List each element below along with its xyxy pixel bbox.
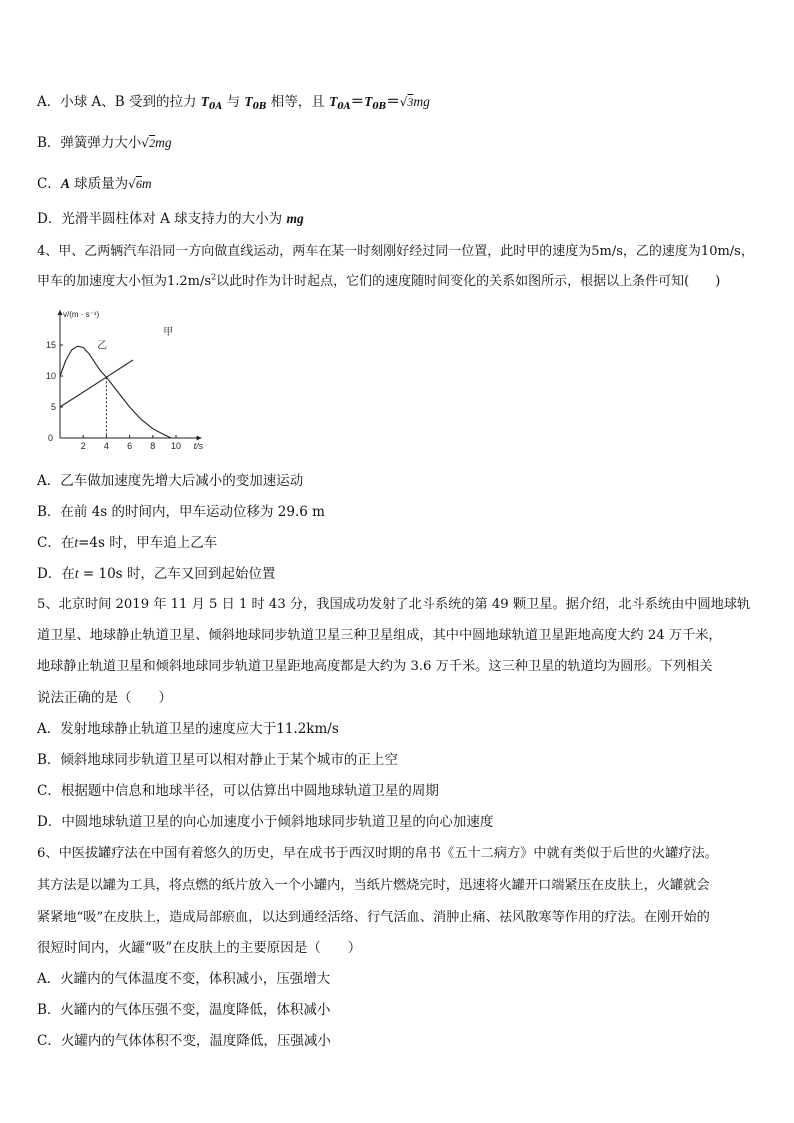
q4-option-c	[37, 531, 217, 551]
radicand: 6	[135, 177, 142, 191]
series-label-jia: 甲	[163, 327, 174, 339]
t-symbol: t	[74, 535, 79, 550]
velocity-time-chart	[44, 306, 224, 451]
q5-option-b: B．倾斜地球同步轨道卫星可以相对静止于某个城市的正上空	[37, 752, 398, 768]
y-tick-label: 5	[50, 402, 56, 412]
sqrt-icon: √	[399, 95, 408, 109]
q6-stem-line-3: 紧紧地“吸”在皮肤上，造成局部瘀血，以达到通经活络、行气活血、消肿止痛、祛风散寒等作用的疗法。在刚开始的	[37, 910, 710, 925]
q5-option-d: D．中圆地球轨道卫星的向心加速度小于倾斜地球同步轨道卫星的向心加速度	[37, 814, 494, 830]
q4-stem-text-post: 以此时作为计时起点，它们的速度随时间变化的关系如图所示，根据以上条件可知( )	[216, 274, 721, 289]
m-symbol: m	[141, 176, 152, 191]
tension-sub-0b: 0B	[252, 102, 267, 112]
x-tick-label: 4	[103, 441, 109, 451]
q3-option-b-text: B．弹簧弹力大小	[37, 135, 142, 151]
q3-option-d-text: D．光滑半圆柱体对 A 球支持力的大小为	[37, 211, 287, 227]
ball-a-symbol: A	[60, 176, 70, 191]
x-tick-label: 8	[150, 441, 156, 451]
y-tick-label: 10	[45, 371, 56, 381]
q4-stem-line-2	[37, 270, 720, 289]
series-line-jia	[60, 360, 133, 407]
q3-option-a-text: A．小球 A、B 受到的拉力	[37, 94, 201, 110]
q4-option-a: A．乙车做加速度先增大后减小的变加速运动	[37, 473, 304, 489]
q5-option-a: A．发射地球静止轨道卫星的速度应大于11.2km/s	[37, 721, 339, 737]
tension-sub-0a: 0A	[209, 102, 223, 112]
origin-label: 0	[48, 433, 54, 443]
q3-option-c	[37, 172, 152, 192]
q4-option-c-post: =4s 时，甲车追上乙车	[78, 535, 218, 551]
q6-stem-line-4: 很短时间内，火罐“吸”在皮肤上的主要原因是（ ）	[37, 940, 362, 956]
mg-symbol: mg	[413, 94, 430, 109]
tension-symbol: T	[200, 94, 210, 109]
tension-sub-0b: 0B	[372, 102, 387, 112]
q5-stem-line-2: 道卫星、地球静止轨道卫星、倾斜地球同步轨道卫星三种卫星组成，其中中圆地球轨道卫星距地高度大约 24 万千米，	[37, 628, 722, 643]
q4-stem-text: 甲车的加速度大小恒为1.2m/s	[37, 274, 212, 289]
q3-option-c-mid: 球质量为	[69, 176, 129, 192]
mg-symbol: mg	[155, 135, 172, 150]
q4-stem-line-1: 4、甲、乙两辆汽车沿同一方向做直线运动，两车在某一时刻刚好经过同一位置，此时甲的速度为5m/s，乙的速度为10m/s，	[37, 244, 754, 259]
tension-symbol: T	[329, 94, 338, 109]
q4-option-d-pre: D．在	[37, 566, 75, 582]
y-axis-label: v/(m · s⁻¹)	[63, 310, 100, 319]
q6-option-a: A．火罐内的气体温度不变，体积减小，压强增大	[37, 971, 331, 987]
q6-option-b: B．火罐内的气体压强不变，温度降低，体积减小	[37, 1002, 331, 1018]
y-axis-arrow-icon	[58, 310, 63, 315]
q3-option-a-mid: 与	[222, 94, 245, 110]
q4-option-d	[37, 562, 275, 582]
q3-option-b	[37, 131, 172, 151]
q5-stem-line-1: 5、北京时间 2019 年 11 月 5 日 1 时 43 分，我国成功发射了北斗系统的第 49 颗卫星。据介绍，北斗系统由中圆地球轨	[37, 597, 751, 612]
q4-option-d-post: = 10s 时，乙车又回到起始位置	[78, 566, 276, 582]
x-axis-arrow-icon	[197, 436, 202, 441]
q5-stem-line-4: 说法正确的是（ ）	[37, 690, 172, 706]
x-tick-label: 10	[170, 441, 182, 451]
series-line-yi	[60, 346, 171, 438]
mg-symbol: mg	[286, 211, 304, 226]
tension-symbol: T	[244, 94, 253, 109]
superscript: 2	[211, 272, 217, 282]
equals-sign: ＝	[386, 94, 400, 110]
tension-sub-0a: 0A	[337, 102, 351, 112]
q6-stem-line-1: 6、中医拔罐疗法在中国有着悠久的历史，早在成书于西汉时期的帛书《五十二病方》中就有类似于后世的火罐疗法。	[37, 846, 718, 861]
radicand: 3	[407, 95, 414, 109]
q3-option-a	[37, 90, 430, 112]
radicand: 2	[149, 136, 156, 150]
series-label-yi: 乙	[97, 340, 108, 352]
q5-stem-line-3: 地球静止轨道卫星和倾斜地球同步轨道卫星距地高度都是大约为 3.6 万千米。这三种卫星的轨道均为圆形。下列相关	[37, 659, 713, 674]
x-tick-label: 6	[127, 441, 133, 451]
q6-option-c: C．火罐内的气体体积不变，温度降低，压强减小	[37, 1033, 331, 1049]
equals-sign: ＝	[350, 94, 365, 110]
tension-symbol: T	[364, 94, 373, 109]
q3-option-d	[37, 207, 304, 227]
t-symbol: t	[74, 566, 79, 581]
x-tick-label: 2	[80, 441, 86, 451]
q6-stem-line-2: 其方法是以罐为工具，将点燃的纸片放入一个小罐内，当纸片燃烧完时，迅速将火罐开口端紧压在皮肤上，火罐就会	[37, 878, 710, 893]
x-axis-label: t/s	[193, 441, 204, 451]
q5-option-c: C．根据题中信息和地球半径，可以估算出中圆地球轨道卫星的周期	[37, 783, 439, 799]
q3-option-c-text: C．	[37, 176, 61, 192]
sqrt-icon: √	[128, 177, 136, 191]
q4-option-b: B．在前 4s 的时间内，甲车运动位移为 29.6 m	[37, 504, 325, 520]
q3-option-a-post: 相等，且	[266, 94, 330, 110]
q4-option-c-pre: C．在	[37, 535, 75, 551]
y-tick-label: 15	[45, 340, 56, 350]
sqrt-icon: √	[141, 136, 150, 150]
